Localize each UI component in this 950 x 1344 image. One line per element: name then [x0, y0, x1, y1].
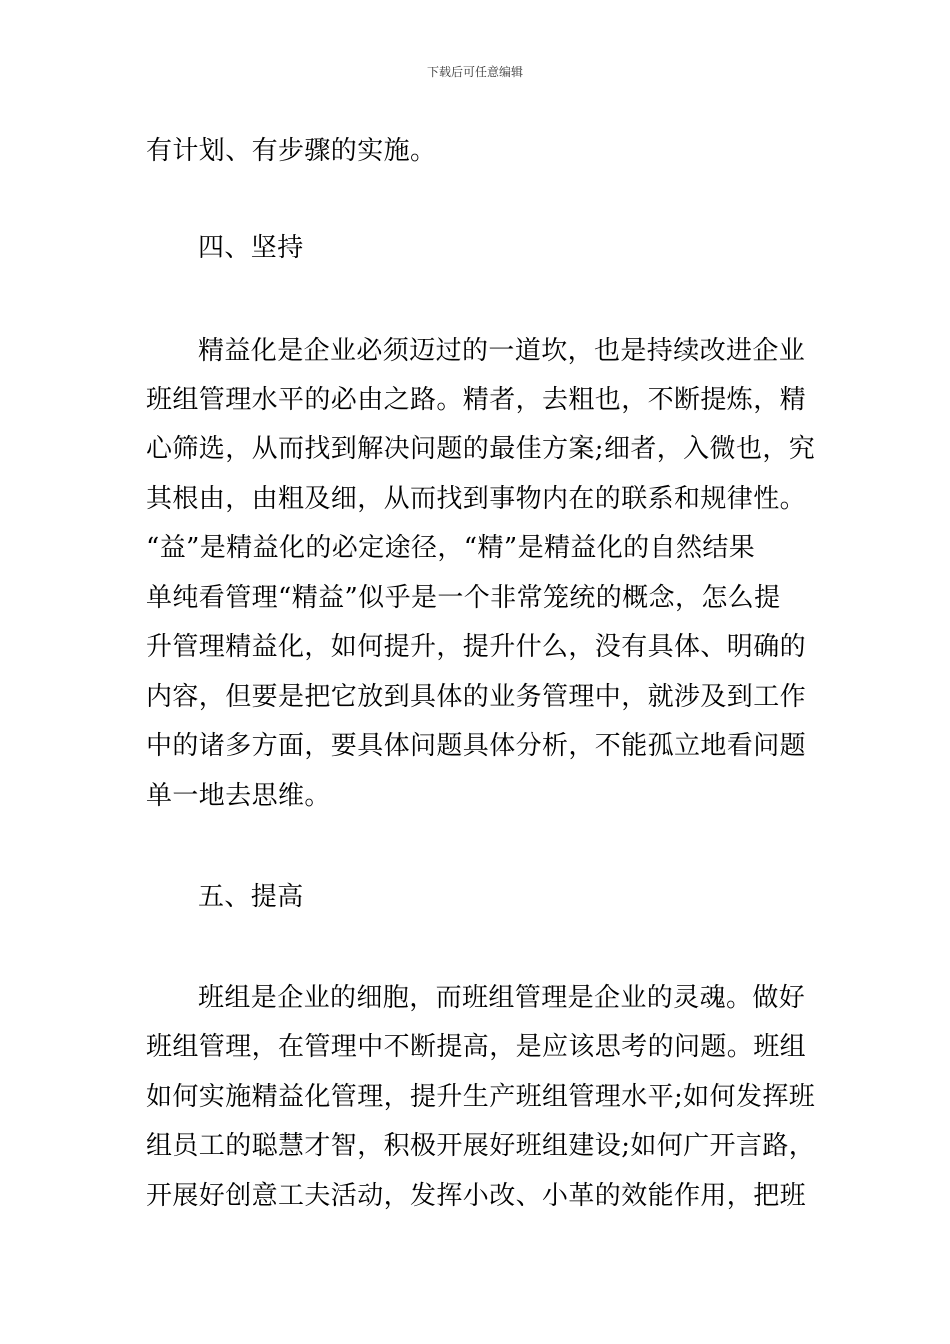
body-line: 班组管理，在管理中不断提高，是应该思考的问题。班组 [146, 1032, 807, 1062]
body-line: 有计划、有步骤的实施。 [146, 136, 437, 166]
body-line: “益”是精益化的必定途径，“精”是精益化的自然结果 [146, 533, 756, 563]
body-line: 如何实施精益化管理，提升生产班组管理水平;如何发挥班 [146, 1082, 816, 1112]
body-line: 单纯看管理“精益”似乎是一个非常笼统的概念，怎么提 [146, 583, 781, 613]
body-line: 班组管理水平的必由之路。精者，去粗也，不断提炼，精 [146, 385, 807, 415]
body-line: 班组是企业的细胞，而班组管理是企业的灵魂。做好 [198, 983, 806, 1013]
section-heading-5: 五、提高 [198, 882, 304, 912]
header-note: 下载后可任意编辑 [426, 65, 523, 79]
body-line: 精益化是企业必须迈过的一道坎，也是持续改进企业 [198, 336, 806, 366]
body-line: 其根由，由粗及细，从而找到事物内在的联系和规律性。 [146, 484, 807, 514]
body-line: 单一地去思维。 [146, 781, 331, 811]
body-line: 升管理精益化，如何提升，提升什么，没有具体、明确的 [146, 632, 807, 662]
section-heading-4: 四、坚持 [198, 233, 304, 263]
body-line: 组员工的聪慧才智，积极开展好班组建设;如何广开言路， [146, 1131, 816, 1161]
body-line: 心筛选，从而找到解决问题的最佳方案;细者，入微也，究 [146, 434, 816, 464]
body-line: 开展好创意工夫活动，发挥小改、小革的效能作用，把班 [146, 1181, 807, 1211]
body-line: 中的诸多方面，要具体问题具体分析，不能孤立地看问题 [146, 731, 807, 761]
body-line: 内容，但要是把它放到具体的业务管理中，就涉及到工作 [146, 682, 807, 712]
